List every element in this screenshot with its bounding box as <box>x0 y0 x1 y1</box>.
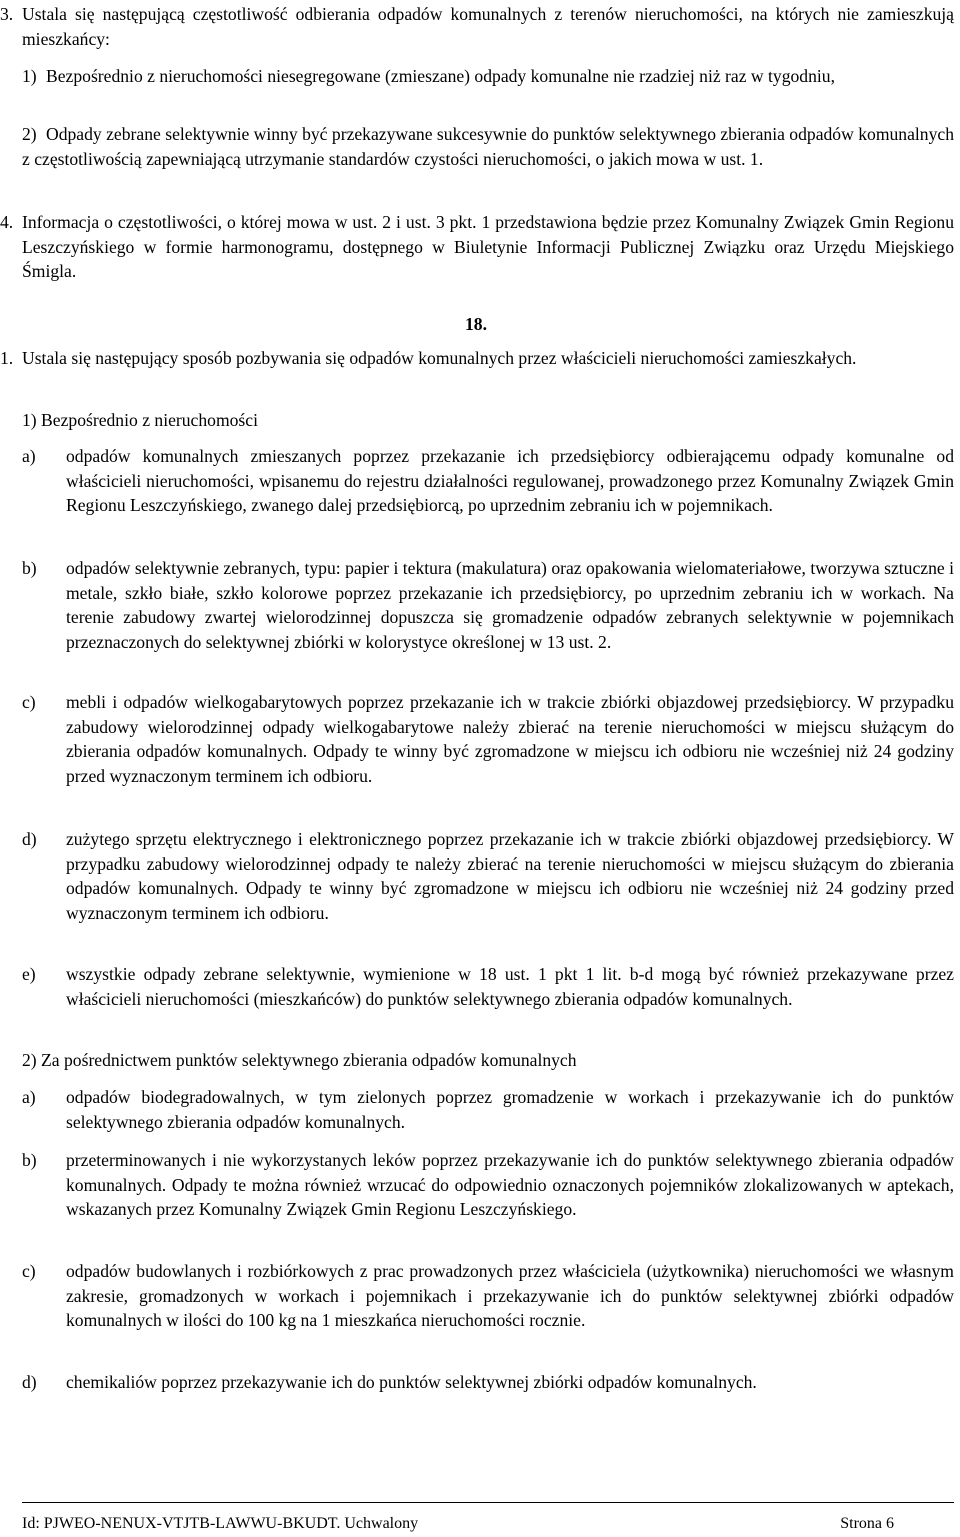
list-item-text: Odpady zebrane selektywnie winny być przekazywane sukcesywnie do punktów selektywnego zbierania odpadów komunalnych z częstotliwością zapewniającą utrzymanie standardów czystości nieruchomości, o jakich mowa w ust. 1. <box>22 124 954 169</box>
list-item-text: odpadów budowlanych i rozbiórkowych z prac prowadzonych przez właściciela (użytkownika) nieruchomości we własnym zakresie, gromadzonych w workach i pojemnikach i przekazywanie ich do punktów selektywnej zbiórki odpadów komunalnych w ilości do 100 kg na 1 mieszkańca nieruchomości rocznie. <box>66 1261 954 1331</box>
list-item-text: odpadów biodegradowalnych, w tym zielonych poprzez gromadzenie w workach i przekazywanie ich do punktów selektywnego zbierania odpadów komunalnych. <box>66 1087 954 1132</box>
list-item-text: zużytego sprzętu elektrycznego i elektronicznego poprzez przekazanie ich w trakcie zbiórki objazdowej przedsiębiorcy. W przypadku zabudowy wielorodzinnej odpady te należy zbierać na terenie nieruchomości w miejscu służącym do zbierania odpadów komunalnych. Odpady te winny być zgromadzone w miejscu ich odbioru nie wcześniej niż 24 godziny przed wyznaczonym terminem ich odbioru. <box>66 829 954 924</box>
list-item-text: wszystkie odpady zebrane selektywnie, wymienione w 18 ust. 1 pkt 1 lit. b-d mogą być również przekazywane przez właścicieli nieruchomości (mieszkańców) do punktów selektywnego zbierania odpadów komunalnych. <box>66 964 954 1009</box>
list-item-number: 2) <box>22 124 37 144</box>
footer-divider <box>22 1502 954 1503</box>
list-item-letter: c) <box>22 1261 36 1281</box>
subsection-heading: 1) Bezpośrednio z nieruchomości <box>22 410 258 430</box>
list-item-number: 1) <box>22 66 37 86</box>
list-item-letter: b) <box>22 558 37 578</box>
list-item-letter: a) <box>22 1087 36 1107</box>
paragraph-number: 3. <box>0 4 14 24</box>
paragraph-number: 1. <box>0 348 14 368</box>
list-item-text: chemikaliów poprzez przekazywanie ich do punktów selektywnej zbiórki odpadów komunalnych. <box>66 1372 757 1392</box>
list-item-text: mebli i odpadów wielkogabarytowych poprzez przekazanie ich w trakcie zbiórki objazdowej przedsiębiorcy. W przypadku zabudowy wielorodzinnej odpady wielkogabarytowe należy zbierać na terenie nieruchomości w miejscu służącym do zbierania odpadów komunalnych. Odpady te winny być zgromadzone w miejscu ich odbioru nie wcześniej niż 24 godziny przed wyznaczonym terminem ich odbioru. <box>66 692 954 787</box>
list-item-text: odpadów komunalnych zmieszanych poprzez przekazanie ich przedsiębiorcy odbierającemu odpady komunalne od właścicieli nieruchomości, wpisanemu do rejestru działalności regulowanej, prowadzonego przez Komunalny Związek Gmin Regionu Leszczyńskiego, zwanego dalej przedsiębiorcą, po uprzednim zebraniu ich w pojemnikach. <box>66 446 954 516</box>
page-number: Strona 6 <box>840 1515 894 1532</box>
list-item-text: Bezpośrednio z nieruchomości niesegregowane (zmieszane) odpady komunalne nie rzadziej niż raz w tygodniu, <box>46 66 835 86</box>
list-item-letter: d) <box>22 829 37 849</box>
paragraph-4-text: Informacja o częstotliwości, o której mowa w ust. 2 i ust. 3 pkt. 1 przedstawiona będzie przez Komunalny Związek Gmin Regionu Leszczyńskiego w formie harmonogramu, dostępnego w Biuletynie Informacji Publicznej Związku oraz Urzędu Miejskiego Śmigla. <box>22 212 954 282</box>
list-item-text: odpadów selektywnie zebranych, typu: papier i tektura (makulatura) oraz opakowania wielomateriałowe, tworzywa sztuczne i metale, szkło białe, szkło kolorowe poprzez przekazanie ich przedsiębiorcy, po uprzednim zebraniu ich w workach. Na terenie zabudowy zwartej wielorodzinnej dopuszcza się gromadzenie odpadów zebranych selektywnie w pojemnikach przeznaczonych do selektywnej zbiórki w kolorystyce określonej w 13 ust. 2. <box>66 558 954 653</box>
section-title: 18. <box>465 314 487 334</box>
list-item-letter: b) <box>22 1150 37 1170</box>
paragraph-3-text: Ustala się następującą częstotliwość odbierania odpadów komunalnych z terenów nieruchomości, na których nie zamieszkują mieszkańcy: <box>22 4 954 49</box>
document-id: Id: PJWEO-NENUX-VTJTB-LAWWU-BKUDT. Uchwalony <box>22 1515 419 1532</box>
list-item-letter: a) <box>22 446 36 466</box>
list-item-letter: e) <box>22 964 36 984</box>
paragraph-number: 4. <box>0 212 14 232</box>
list-item-letter: c) <box>22 692 36 712</box>
subsection-heading: 2) Za pośrednictwem punktów selektywnego zbierania odpadów komunalnych <box>22 1050 577 1070</box>
section-paragraph-text: Ustala się następujący sposób pozbywania się odpadów komunalnych przez właścicieli nieruchomości zamieszkałych. <box>22 348 857 368</box>
list-item-letter: d) <box>22 1372 37 1392</box>
list-item-text: przeterminowanych i nie wykorzystanych leków poprzez przekazywanie ich do punktów selektywnego zbierania odpadów komunalnych. Odpady te można również wrzucać do odpowiednio oznaczonych pojemników zlokalizowanych w aptekach, wskazanych przez Komunalny Związek Gmin Regionu Leszczyńskiego. <box>66 1150 954 1220</box>
